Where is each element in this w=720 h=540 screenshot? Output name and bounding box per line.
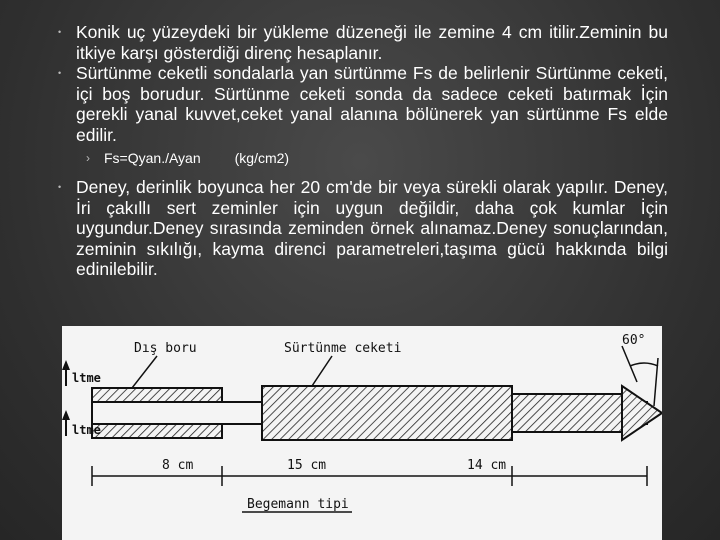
friction-jacket [262,386,512,440]
bullet-text: Sürtünme ceketli sondalarla yan sürtünme Fs de belirlenir Sürtünme ceketi, içi boş borudur. Sürtünme ceketi sonda da sadece ceketi batırmak İçin gerekli yanal kuvvet,ceket yanal alanına bölünerek yan sürtünme Fs elde edilir. [76,63,668,145]
bullet-text: Konik uç yüzeydeki bir yükleme düzeneği ile zemine 4 cm itilir.Zeminin bu itkiye karşı gösterdiği direnç hesaplanır. [76,22,668,63]
label-outer-tube: Dış boru [134,341,197,356]
connector-section [512,394,622,432]
bullet-item [58,177,668,280]
bullet-item [58,22,668,63]
bullet-marker-icon: • [58,27,62,37]
formula-unit: (kg/cm2) [234,150,290,166]
formula-line [58,148,668,168]
label-angle: 60° [622,333,646,348]
bullet-marker-icon: • [58,68,62,78]
formula-expression: Fs=Qyan./Ayan [104,150,201,166]
label-friction-jacket: Sürtünme ceketi [284,341,402,356]
label-force-bottom: ltme [72,423,101,437]
begemann-cone-figure [62,326,662,540]
label-dim-1: 8 cm [162,458,194,473]
cone-tip [622,386,662,440]
bullet-text: Deney, derinlik boyunca her 20 cm'de bir veya sürekli olarak yapılır. Deney, İri çakıllı sert zeminler için uygun değildir, daha çok kumlar İçin uygundur.Deney sırasında zeminden örnek alınamaz.Deney sonuçlarından, zeminin sıkılığı, kayma direnci parametreleri,taşıma gücü hakkında bilgi edinilebilir. [76,177,668,279]
sub-bullet-arrow-icon: › [86,151,90,165]
label-dim-3: 14 cm [467,458,507,473]
label-dim-2: 15 cm [287,458,327,473]
bullet-marker-icon: • [58,182,62,192]
cone-diagram [62,326,662,540]
bullet-item [58,63,668,145]
figure-caption: Begemann tipi [247,497,349,512]
label-force-top: ltme [72,371,101,385]
bullet-list [58,22,668,280]
